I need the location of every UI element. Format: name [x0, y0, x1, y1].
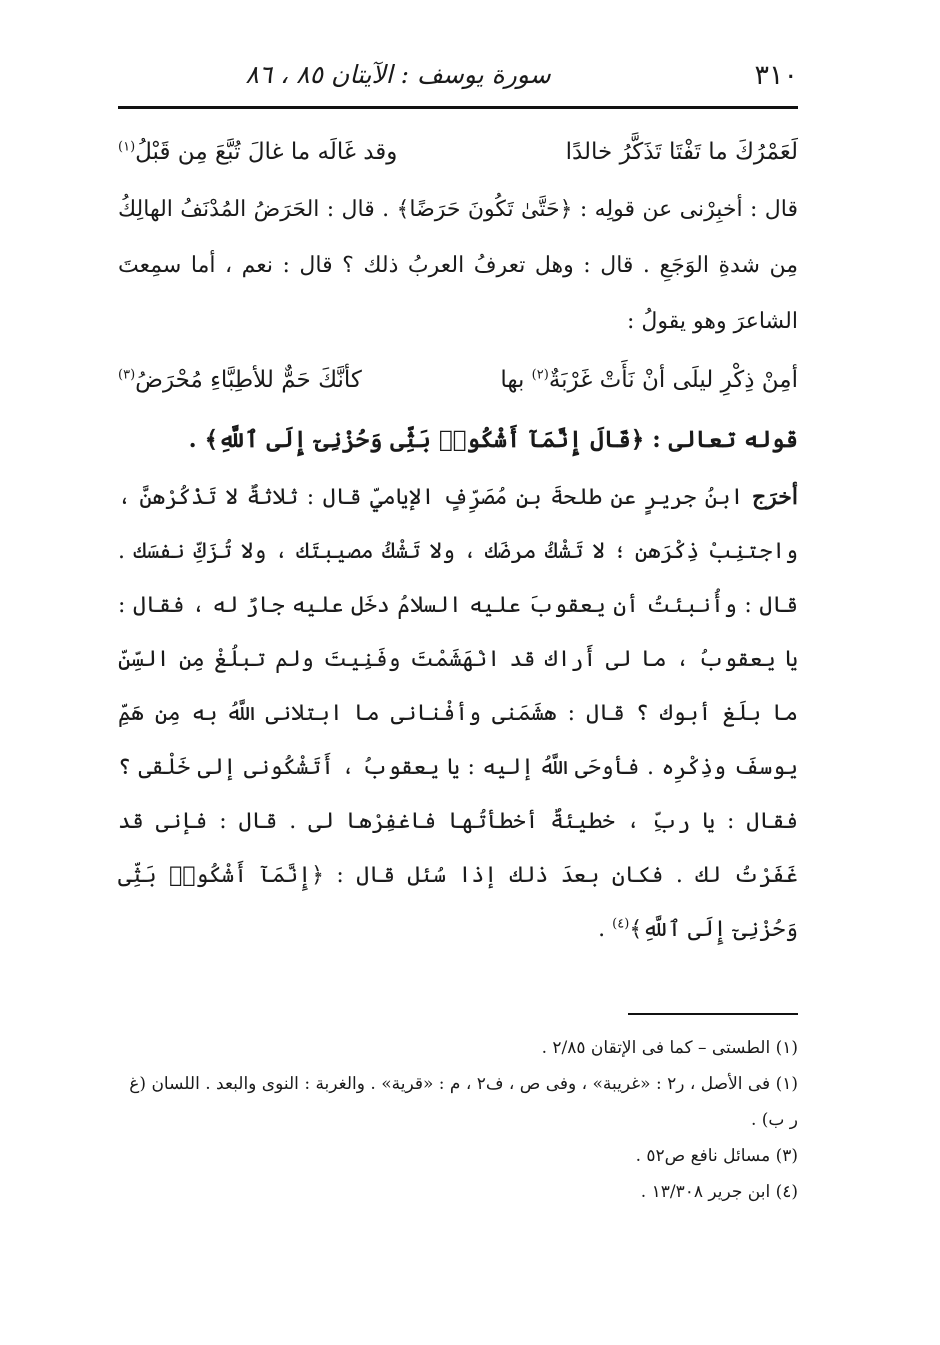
- header-rule: [118, 106, 798, 109]
- paragraph-2-lead: أخرَج: [751, 484, 798, 510]
- poetry-verse-1: [118, 122, 798, 182]
- footnote-rule: [628, 1013, 798, 1015]
- poetry-verse-2: [118, 350, 798, 410]
- verse-1-first-hemistich: لَعَمْرُكَ ما تَفْتَا تَذَكَّرُ خالدًا: [565, 139, 798, 165]
- footnote-1: (١) الطستى – كما فى الإتقان ٢/٨٥ .: [541, 1038, 798, 1058]
- verse-2-second-text: كأنَّكَ حَمٌّ للأطِبَّاءِ مُحْرَضُ: [135, 367, 362, 393]
- footnote-2: (١) فى الأصل ، ر٢ : «غريبة» ، وفى ص ، ف٢ ، م : «قرية» . والغربة : النوى والبعد . اللسان (غ ر ب) .: [129, 1074, 798, 1130]
- paragraph-2-tail: .: [598, 917, 613, 942]
- footnote-marker: (٢): [531, 367, 549, 383]
- heading-label: قوله تعالى :: [652, 426, 798, 453]
- page-number: ٣١٠: [754, 60, 798, 91]
- verse-2-first-text: أمِنْ ذِكْرِ ليلَى أنْ نَأَتْ غَرْبَةٌ: [548, 367, 798, 393]
- section-heading: [118, 410, 798, 470]
- paragraph-2: [118, 470, 798, 957]
- footnote-marker: (٤): [612, 916, 630, 932]
- page-header: [118, 52, 798, 98]
- footnote-4: (٤) ابن جرير ١٣/٣٠٨ .: [640, 1182, 798, 1202]
- footnote-marker: (٣): [118, 367, 136, 383]
- main-text: [118, 122, 798, 957]
- heading-verse: ﴿قَالَ إِنَّمَآ أَشْكُوا۟ بَثِّى وَحُزْنِىٓ إِلَى ٱللَّهِ﴾ .: [188, 426, 653, 453]
- verse-2-first-hemistich: [500, 350, 798, 410]
- footnote-marker: (١): [118, 139, 136, 155]
- paragraph-1: قال : أخبِرْنى عن قولِه : ﴿حَتَّىٰ تَكُونَ حَرَضًا﴾ . قال : الحَرَضُ المُدْنَفُ الهالِكُ مِن شدةِ الوَجَعِ . قال : وهل تعرفُ العربُ ذلك ؟ قال : نعم ، أما سمِعتَ الشاعرَ وهو يقولُ :: [118, 197, 798, 334]
- verse-1-second-text: وقد غَالَه ما غالَ تُبَّعَ مِن قَبْلُ: [135, 139, 398, 165]
- verse-1-second-hemistich: [118, 122, 397, 182]
- paragraph-2-text: ابنُ جريرٍ عن طلحةَ بنِ مُصَرِّفٍ الإياميِّ قال : ثلاثةٌ لا تَذْكُرْهنَّ ، واجتنِبْ ذِكْرَهن ؛ لا تَشْكُ مرضَك ، ولا تَشْكُ مصيبتَك ، ولا تُزَكِّ نفسَك . قال : وأُنبئتُ أن يعقوبَ عليه السلامُ دخَل عليه جارٌ له ، فقال : يا يعقوبُ ، ما لى أَراك قد انْهَشَمْتَ وفَنِيتَ ولم تبلُغْ مِن السِّنِّ ما بلَغ أبوك ؟ قال : هشَمَنى وأفْنانى ما ابتلانى اللَّهُ به مِن هَمِّ يوسفَ وذِكْرِه . فأوحَى اللَّهُ إليه : يا يعقوبُ ، أَتَشْكُونى إلى خَلْقى ؟ فقال : يا ربِّ ، خطيئةٌ أخطأتُها فاغفِرْها لى . قال : فإنى قد غَفَرْتُ لك . فكان بعدَ ذلك إذا سُئل قال : ﴿إِنَّمَآ أَشْكُوا۟ بَثِّى وَحُزْنِىٓ إِلَى ٱللَّهِ﴾: [118, 485, 798, 942]
- footnote-3: (٣) مسائل نافع ص٥٢ .: [635, 1146, 798, 1166]
- verse-2-first-tail: بها: [500, 367, 532, 393]
- running-title: سورة يوسف : الآيتان ٨٥ ، ٨٦: [245, 60, 551, 89]
- verse-2-second-hemistich: [118, 350, 362, 410]
- footnotes: [118, 1030, 798, 1210]
